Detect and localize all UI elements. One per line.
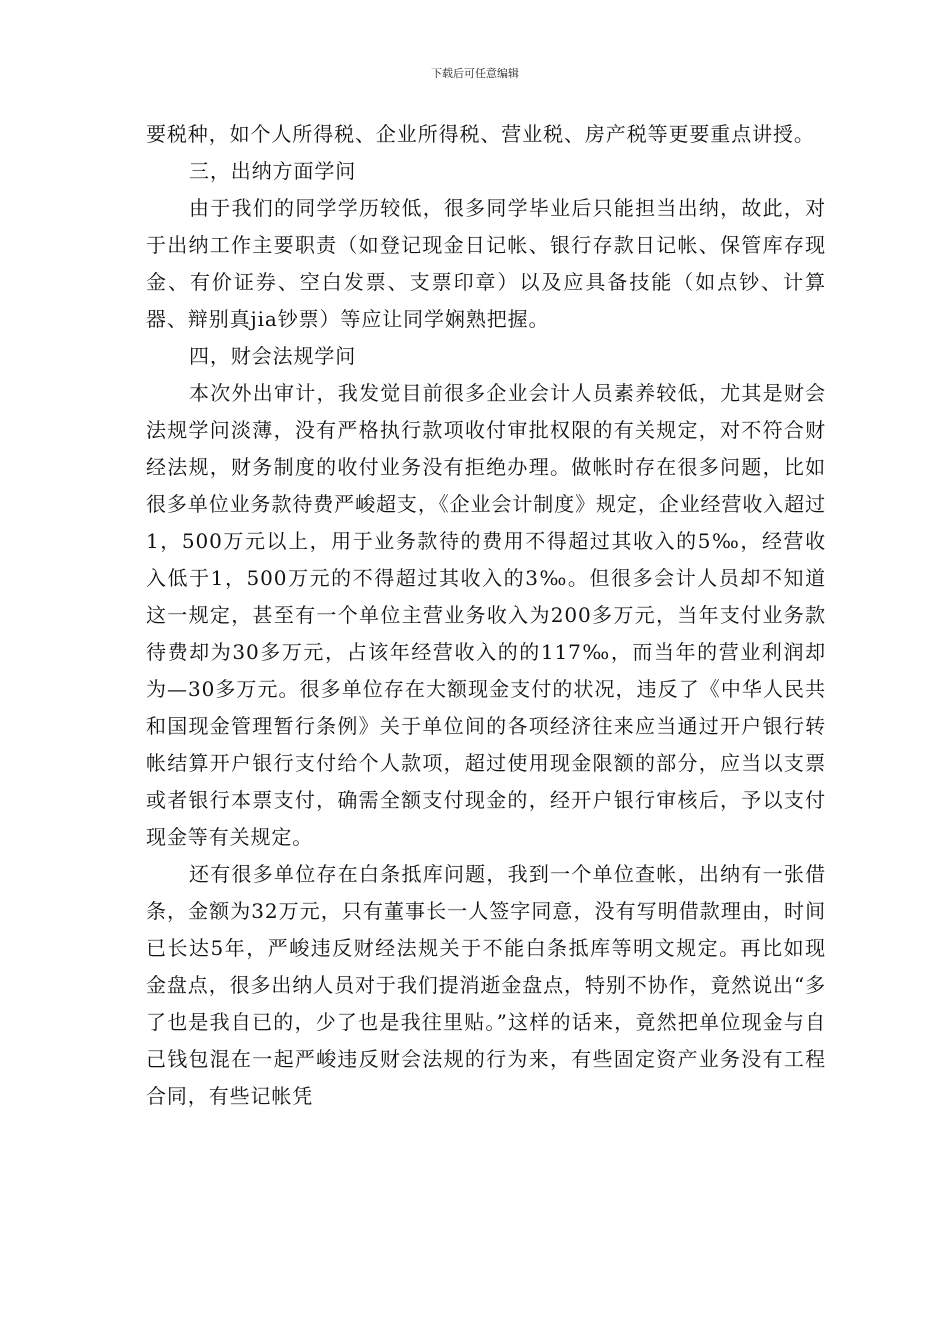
page-header: 下载后可任意编辑 xyxy=(431,67,519,80)
heading-cashier-knowledge: 三，出纳方面学问 xyxy=(189,159,357,183)
document-body xyxy=(146,116,826,1115)
paragraph-audit-findings: 本次外出审计，我发觉目前很多企业会计人员素养较低，尤其是财会法规学问淡薄，没有严格执行款项收付审批权限的有关规定，对不符合财经法规，财务制度的收付业务没有拒绝办理。做帐时存在很多问题，比如很多单位业务款待费严峻超支，《企业会计制度》规定，企业经营收入超过1，500万元以上，用于业务款待的费用不得超过其收入的5‰，经营收入低于1，500万元的不得超过其收入的3‰。但很多会计人员却不知道这一规定，甚至有一个单位主营业务收入为200多万元，当年支付业务款待费却为30多万元，占该年经营收入的的117‰，而当年的营业利润却为—30多万元。很多单位存在大额现金支付的状况，违反了《中华人民共和国现金管理暂行条例》关于单位间的各项经济往来应当通过开户银行转帐结算开户银行支付给个人款项，超过使用现金限额的部分，应当以支票或者银行本票支付，确需全额支付现金的，经开户银行审核后，予以支付现金等有关规定。 xyxy=(146,381,826,849)
heading-finance-regulations: 四，财会法规学问 xyxy=(189,344,357,368)
paragraph-iou-cash-issues: 还有很多单位存在白条抵库问题，我到一个单位查帐，出纳有一张借条，金额为32万元，只有董事长一人签字同意，没有写明借款理由，时间已长达5年，严峻违反财经法规关于不能白条抵库等明文规定。再比如现金盘点，很多出纳人员对于我们提消逝金盘点，特别不协作，竟然说出“多了也是我自已的，少了也是我往里贴。”这样的话来，竟然把单位现金与自己钱包混在一起严峻违反财会法规的行为来，有些固定资产业务没有工程合同，有些记帐凭 xyxy=(146,862,826,1108)
paragraph-cashier-duties: 由于我们的同学学历较低，很多同学毕业后只能担当出纳，故此，对于出纳工作主要职责（如登记现金日记帐、银行存款日记帐、保管库存现金、有价证券、空白发票、支票印章）以及应具备技能（如点钞、计算器、辩别真jia钞票）等应让同学娴熟把握。 xyxy=(146,196,826,331)
paragraph-tax-continuation: 要税种，如个人所得税、企业所得税、营业税、房产税等更要重点讲授。 xyxy=(146,122,815,146)
